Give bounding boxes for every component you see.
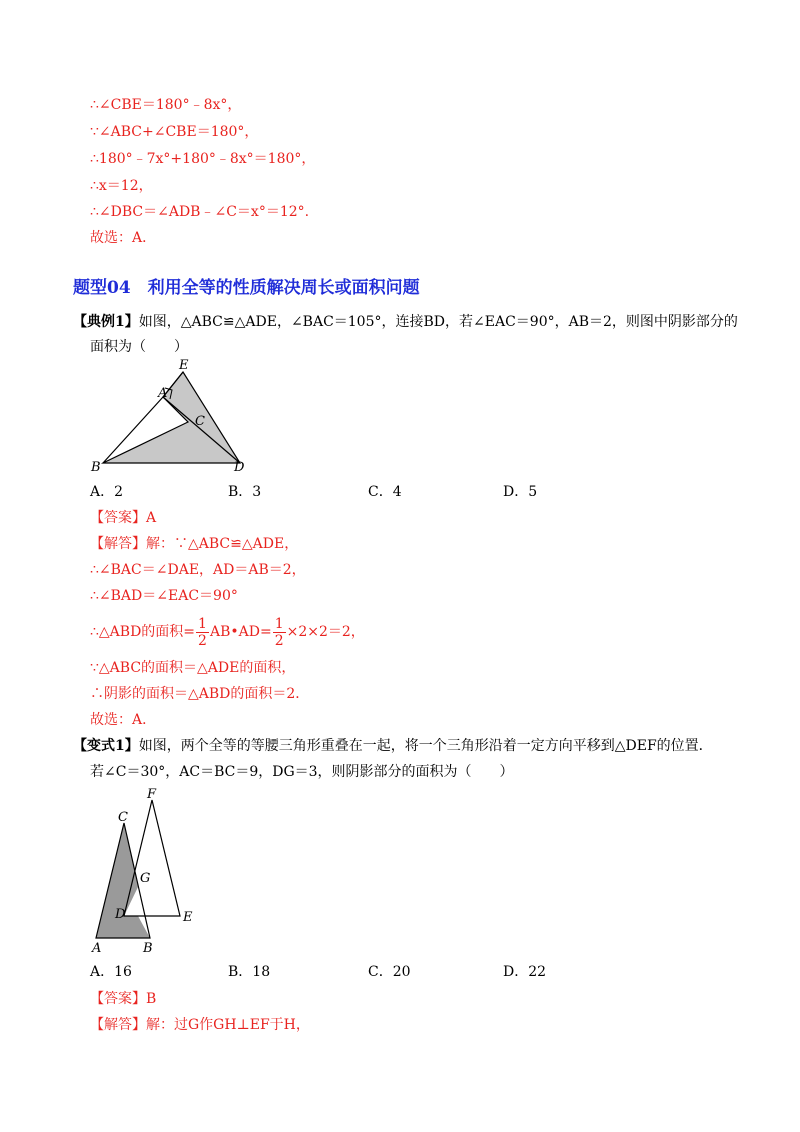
option-a: A．16 xyxy=(90,964,132,980)
label-d: D xyxy=(115,907,126,922)
solution-line: ∴∠CBE＝180°﹣8x°， xyxy=(90,97,242,113)
label-e: E xyxy=(179,358,189,373)
variant1-figure xyxy=(88,784,198,956)
label-b: B xyxy=(143,941,153,956)
label-f: F xyxy=(147,787,157,802)
solution-line: 故选：A． xyxy=(90,230,157,246)
solution-line: ∴∠DBC＝∠ADB﹣∠C＝x°＝12°. xyxy=(90,204,310,220)
option-b: B．18 xyxy=(228,964,271,980)
option-c: C．4 xyxy=(368,484,402,500)
variant-question-text: 如图，两个全等的等腰三角形重叠在一起，将一个三角形沿着一定方向平移到△DEF的位置． xyxy=(138,738,713,754)
example1-figure xyxy=(88,355,258,480)
section-title: 题型04 利用全等的性质解决周长或面积问题 xyxy=(73,278,420,298)
option-b: B．3 xyxy=(228,484,262,500)
solution-line: 故选：A． xyxy=(90,712,157,728)
area-suffix: ×2×2＝2， xyxy=(286,624,365,640)
solution-line: ∴180°﹣7x°+180°﹣8x°＝180°， xyxy=(90,151,316,167)
area-mid: AB•AD= xyxy=(209,624,272,640)
fraction-numerator: 1 xyxy=(198,615,207,632)
answer: 【答案】B xyxy=(90,991,157,1007)
label-g: G xyxy=(140,871,151,886)
option-a: A．2 xyxy=(90,484,124,500)
solution-line: ∴阴影的面积＝△ABD的面积＝2． xyxy=(90,686,310,702)
answer: 【答案】A xyxy=(90,510,157,526)
label-a: A xyxy=(92,941,102,956)
solution-line: 【解答】解：过G作GH⊥EF于H， xyxy=(90,1017,310,1033)
area-formula xyxy=(90,614,365,650)
fraction-numerator: 1 xyxy=(274,615,284,632)
example-question-line2: 面积为（ ） xyxy=(90,339,188,355)
label-c: C xyxy=(118,810,128,825)
label-a: A xyxy=(158,386,168,401)
example-question-line1 xyxy=(73,313,738,331)
option-c: C．20 xyxy=(368,964,411,980)
label-d: D xyxy=(234,460,245,475)
fraction xyxy=(273,616,286,649)
fraction-denominator: 2 xyxy=(274,632,284,649)
label-e: E xyxy=(183,910,193,925)
option-d: D．5 xyxy=(503,484,538,500)
example-tag: 【典例1】 xyxy=(73,314,139,330)
label-c: C xyxy=(195,414,205,429)
example-question-text: 如图，△ABC≌△ADE，∠BAC＝105°，连接BD，若∠EAC＝90°，AB＝2，则图中阴影部分的 xyxy=(138,314,738,330)
variant-question-line2: 若∠C＝30°，AC＝BC＝9，DG＝3，则阴影部分的面积为（ ） xyxy=(90,764,514,780)
fraction-denominator: 2 xyxy=(198,632,207,649)
variant-question-line1 xyxy=(73,737,713,755)
fraction xyxy=(196,616,209,649)
label-b: B xyxy=(91,460,101,475)
solution-line: ∴∠BAC＝∠DAE，AD＝AB＝2， xyxy=(90,562,306,578)
solution-line: ∴∠BAD＝∠EAC＝90° xyxy=(90,588,238,604)
area-prefix: ∴△ABD的面积= xyxy=(90,624,196,640)
solution-line: 【解答】解：∵△ABC≌△ADE， xyxy=(90,536,299,552)
solution-line: ∵∠ABC+∠CBE＝180°， xyxy=(90,124,259,140)
solution-line: ∴x＝12， xyxy=(90,178,153,194)
option-d: D．22 xyxy=(503,964,547,980)
solution-line: ∵△ABC的面积＝△ADE的面积， xyxy=(90,660,296,676)
variant-tag: 【变式1】 xyxy=(73,738,139,754)
